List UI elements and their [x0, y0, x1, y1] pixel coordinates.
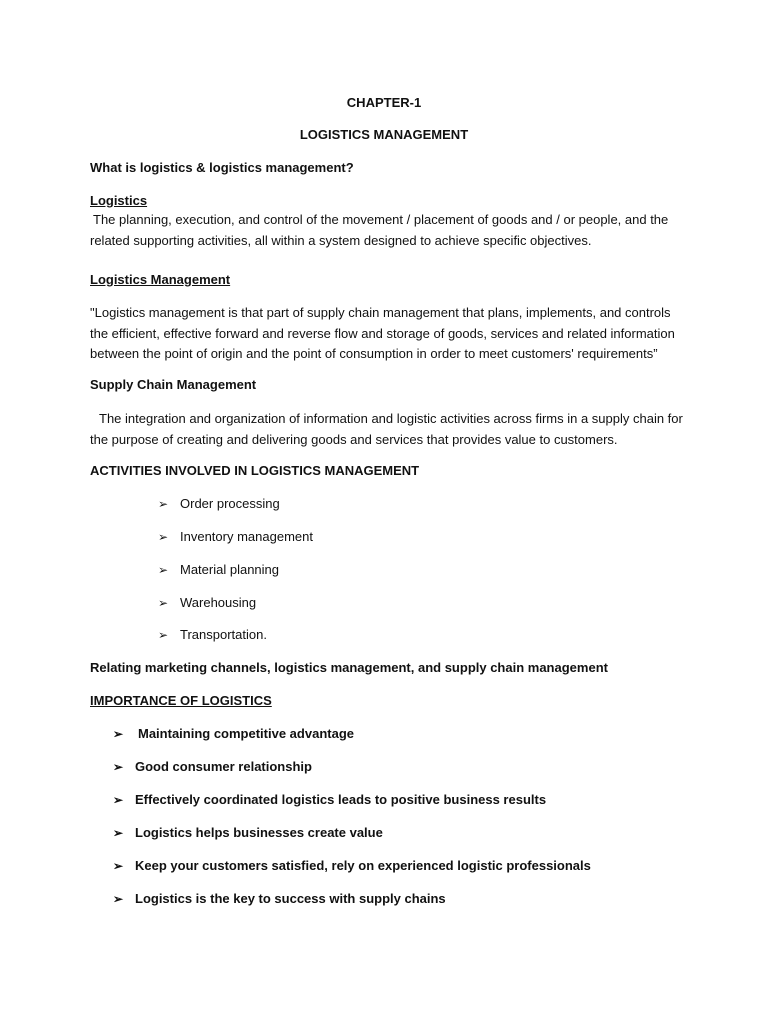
- list-item: [113, 889, 446, 909]
- arrowhead-bullet-icon: ➢: [113, 826, 124, 840]
- logistics-heading: Logistics: [90, 193, 148, 208]
- logistics-definition: The planning, execution, and control of the movement / placement of goods and / or people, and the related supporting activities, all within a system designed to achieve specific objectives.: [90, 212, 669, 248]
- importance-heading: IMPORTANCE OF LOGISTICS: [90, 693, 272, 708]
- arrowhead-bullet-icon: ➢: [113, 793, 124, 807]
- arrowhead-bullet-icon: ➢: [158, 628, 169, 642]
- list-item-label: Keep your customers satisfied, rely on experienced logistic professionals: [135, 858, 591, 873]
- list-item-label: Effectively coordinated logistics leads to positive business results: [135, 792, 547, 807]
- arrowhead-bullet-icon: ➢: [158, 596, 169, 610]
- list-item: [113, 790, 546, 810]
- arrowhead-bullet-icon: ➢: [113, 859, 124, 873]
- list-item: [113, 856, 591, 876]
- list-item-label: Material planning: [180, 562, 280, 577]
- list-item-label: Warehousing: [180, 595, 257, 610]
- activities-heading: ACTIVITIES INVOLVED IN LOGISTICS MANAGEMENT: [90, 463, 420, 478]
- list-item: [113, 724, 354, 744]
- list-item: [158, 494, 280, 514]
- arrowhead-bullet-icon: ➢: [158, 497, 169, 511]
- list-item: [113, 823, 383, 843]
- document-title: LOGISTICS MANAGEMENT: [299, 127, 469, 142]
- arrowhead-bullet-icon: ➢: [158, 530, 169, 544]
- logistics-management-heading: Logistics Management: [90, 272, 231, 287]
- logistics-management-definition: "Logistics management is that part of supply chain management that plans, implements, and controls the efficient, effective forward and reverse flow and storage of goods, services and related information between the point of origin and the point of consumption in order to meet customers' requirements”: [90, 305, 675, 361]
- arrowhead-bullet-icon: ➢: [158, 563, 169, 577]
- chapter-label: CHAPTER-1: [346, 95, 422, 110]
- supply-chain-heading: Supply Chain Management: [90, 377, 257, 392]
- arrowhead-bullet-icon: ➢: [113, 892, 124, 906]
- question-heading: What is logistics & logistics management?: [90, 160, 354, 175]
- list-item-label: Good consumer relationship: [135, 759, 312, 774]
- list-item: [158, 625, 267, 645]
- list-item-label: Inventory management: [180, 529, 313, 544]
- list-item: [158, 593, 256, 613]
- list-item-label: Logistics helps businesses create value: [135, 825, 383, 840]
- list-item-label: Transportation.: [180, 627, 267, 642]
- arrowhead-bullet-icon: ➢: [113, 727, 124, 741]
- list-item-label: Maintaining competitive advantage: [138, 726, 354, 741]
- list-item-label: Logistics is the key to success with supply chains: [135, 891, 446, 906]
- list-item-label: Order processing: [180, 496, 280, 511]
- list-item: [158, 527, 313, 547]
- relating-heading: Relating marketing channels, logistics management, and supply chain management: [90, 660, 608, 675]
- list-item: [113, 757, 312, 777]
- arrowhead-bullet-icon: ➢: [113, 760, 124, 774]
- list-item: [158, 560, 279, 580]
- supply-chain-definition: The integration and organization of information and logistic activities across firms in a supply chain for the purpose of creating and delivering goods and services that provides value to customers.: [90, 411, 683, 447]
